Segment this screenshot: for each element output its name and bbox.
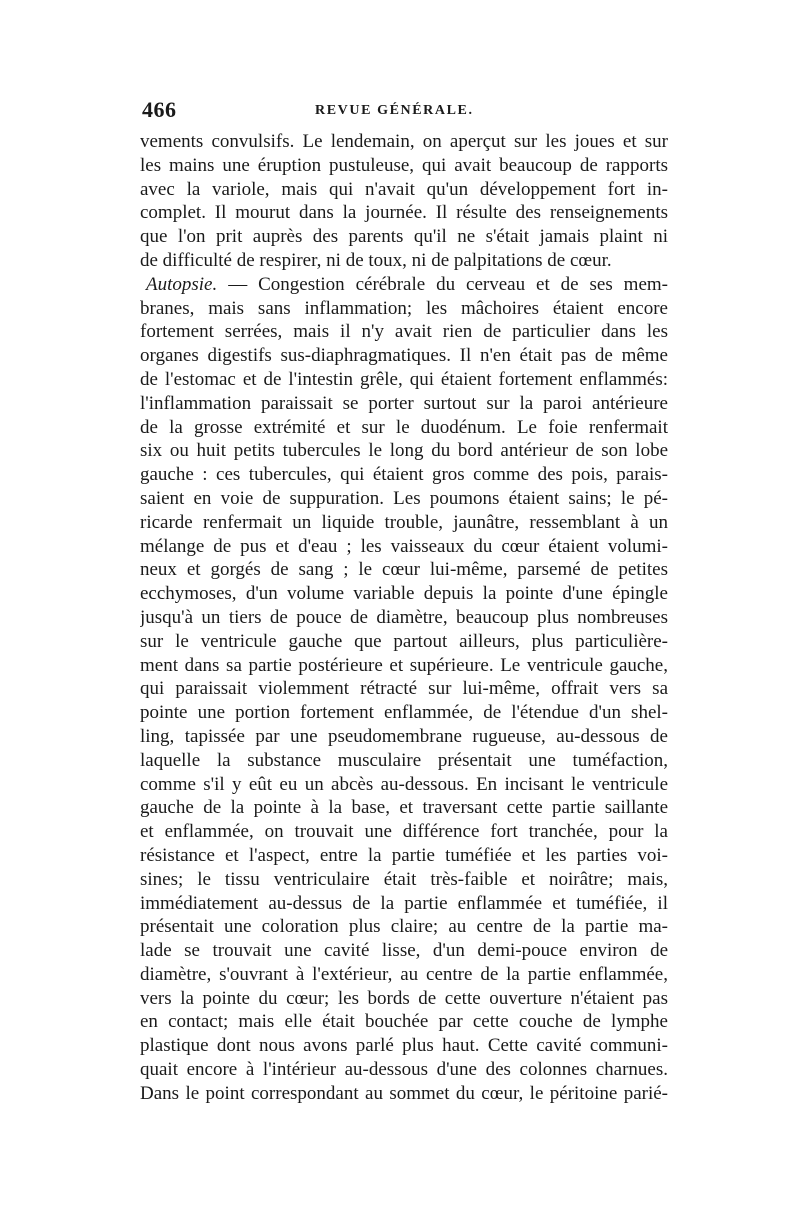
text-line: et enflammée, on trouvait une différence fort tranchée, pour la	[140, 821, 668, 843]
text-line: qui paraissait violemment rétracté sur lui-même, offrait vers sa	[140, 678, 668, 700]
text-line: en contact; mais elle était bouchée par cette couche de lymphe	[140, 1011, 668, 1033]
text-line: immédiatement au-dessus de la partie enflammée et tuméfiée, il	[140, 892, 668, 914]
text-line: sines; le tissu ventriculaire était très-faible et noirâtre; mais,	[140, 868, 668, 890]
text-line: vements convulsifs. Le lendemain, on aperçut sur les joues et sur	[140, 131, 668, 152]
running-title: REVUE GÉNÉRALE.	[315, 103, 474, 118]
text-line: de la grosse extrémité et sur le duodénum. Le foie renfermait	[140, 416, 668, 438]
text-line: lade se trouvait une cavité lisse, d'un demi-pouce environ de	[140, 940, 668, 962]
text-line: de difficulté de respirer, ni de toux, ni de palpitations de cœur.	[140, 249, 612, 271]
text-line: gauche : ces tubercules, qui étaient gros comme des pois, parais-	[140, 464, 668, 486]
text-line: fortement serrées, mais il n'y avait rien de particulier dans les	[140, 321, 668, 343]
text-line: organes digestifs sus-diaphragmatiques. Il n'en était pas de même	[140, 345, 668, 367]
text-line: laquelle la substance musculaire présentait une tuméfaction,	[140, 749, 668, 771]
text-line: avec la variole, mais qui n'avait qu'un développement fort in-	[140, 178, 668, 200]
autopsie-line	[140, 273, 668, 297]
text-line: que l'on prit auprès des parents qu'il ne s'était jamais plaint ni	[140, 226, 668, 248]
text-line: jusqu'à un tiers de pouce de diamètre, beaucoup plus nombreuses	[140, 606, 668, 628]
page-number: 466	[142, 97, 177, 122]
text-line: présentait une coloration plus claire; au centre de la partie ma-	[140, 916, 668, 938]
text-line: mélange de pus et d'eau ; les vaisseaux du cœur étaient volumi-	[140, 535, 668, 557]
text-line: plastique dont nous avons parlé plus haut. Cette cavité communi-	[140, 1035, 668, 1057]
text-line: comme s'il y eût eu un abcès au-dessous. En incisant le ventricule	[140, 773, 668, 795]
text-line: ecchymoses, d'un volume variable depuis la pointe d'une épingle	[140, 583, 668, 605]
text-line: saient en voie de suppuration. Les poumons étaient sains; le pé-	[140, 487, 668, 509]
text-line: ling, tapissée par une pseudomembrane rugueuse, au-dessous de	[140, 725, 668, 747]
text-line: les mains une éruption pustuleuse, qui avait beaucoup de rapports	[140, 154, 668, 176]
page-header	[140, 97, 668, 127]
text-line: pointe une portion fortement enflammée, de l'étendue d'un shel-	[140, 702, 668, 724]
text-line: complet. Il mourut dans la journée. Il résulte des renseignements	[140, 202, 668, 224]
text-line: résistance et l'aspect, entre la partie tuméfiée et les parties voi-	[140, 844, 668, 866]
text-line: neux et gorgés de sang ; le cœur lui-même, parsemé de petites	[140, 559, 668, 581]
text-line: diamètre, s'ouvrant à l'extérieur, au centre de la partie enflammée,	[140, 963, 668, 985]
text-line: l'inflammation paraissait se porter surtout sur la paroi antérieure	[140, 392, 668, 414]
text-line: branes, mais sans inflammation; les mâchoires étaient encore	[140, 297, 668, 319]
text-line: de l'estomac et de l'intestin grêle, qui étaient fortement enflammés:	[140, 368, 668, 390]
autopsie-line-text: — Congestion cérébrale du cerveau et de ses mem-	[228, 273, 668, 295]
text-line: gauche de la pointe à la base, et traversant cette partie saillante	[140, 797, 668, 819]
text-line: sur le ventricule gauche que partout ailleurs, plus particulière-	[140, 630, 668, 652]
autopsie-label: Autopsie.	[146, 273, 218, 295]
text-line: six ou huit petits tubercules le long du bord antérieur de son lobe	[140, 440, 668, 462]
text-line: ricarde renfermait un liquide trouble, jaunâtre, ressemblant à un	[140, 511, 668, 533]
text-line: ment dans sa partie postérieure et supérieure. Le ventricule gauche,	[140, 654, 668, 676]
text-line: vers la pointe du cœur; les bords de cette ouverture n'étaient pas	[140, 987, 668, 1009]
text-line: Dans le point correspondant au sommet du cœur, le péritoine parié-	[140, 1082, 668, 1104]
body-text	[140, 130, 668, 1106]
text-line: quait encore à l'intérieur au-dessous d'une des colonnes charnues.	[140, 1059, 668, 1081]
